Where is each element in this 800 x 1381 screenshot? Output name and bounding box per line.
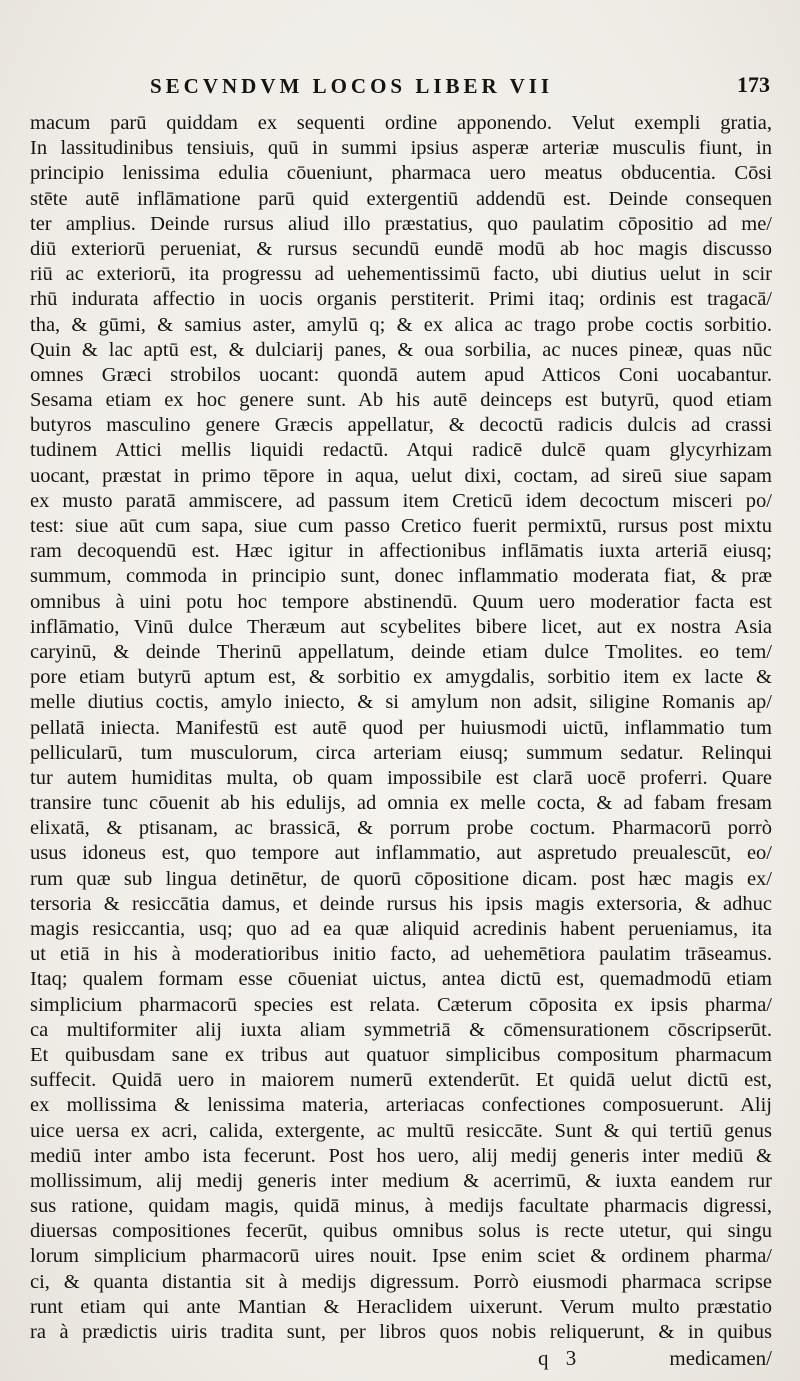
page-number: 173	[737, 72, 770, 97]
text-line: suffecit. Quidā uero in maiorem numerū extenderūt. Et quidā uelut dictū est,	[30, 1069, 772, 1092]
text-line: tur autem humiditas multa, ob quam impossibile est clarā uocē proferri. Quare	[30, 766, 772, 789]
text-line: butyros masculino genere Græcis appellatur, & decoctū radicis dulcis ad crassi	[30, 414, 772, 437]
text-line: test: siue aūt cum sapa, siue cum passo Cretico fuerit permixtū, rursus post mixtu	[30, 515, 772, 537]
text-line: ex mollissima & lenissima materia, arteriacas confectiones composuerunt. Alij	[30, 1094, 772, 1117]
text-line: In lassitudinibus tensiuis, quū in summi ipsius asperæ arteriæ musculis fiunt, in	[30, 137, 772, 160]
text-line: diuersas compositiones fecerūt, quibus omnibus solus is recte utetur, qui singu	[30, 1220, 772, 1243]
text-line: ex musto paratā ammiscere, ad passum item Creticū idem decoctum misceri po/	[30, 489, 772, 512]
catchword: medicamen/	[669, 1346, 772, 1370]
text-line: diū exteriorū perueniat, & rursus secundū eundē modū ab hoc magis discusso	[30, 237, 772, 260]
text-line: Quin & lac aptū est, & dulciarij panes, & oua sorbilia, ac nuces pineæ, quas nūc	[30, 338, 772, 361]
text-line: magis resiccantia, usq; quo ad ea quæ aliquid acredinis habent perueniamus, ita	[30, 918, 772, 940]
text-line: riū ac exteriorū, ita progressu ad uehementissimū facto, ubi diutius uelut in scir	[30, 263, 772, 286]
text-line: macum parū quiddam ex sequenti ordine apponendo. Velut exempli gratia,	[30, 112, 772, 134]
page-footer	[30, 1346, 772, 1376]
text-line: omnes Græci strobilos uocant: quondā autem apud Atticos Coni uocabantur.	[30, 363, 772, 386]
text-line: usus idoneus est, quo tempore aut inflammatio, aut aspretudo preualescūt, eo/	[30, 842, 772, 865]
text-line: Et quibusdam sane ex tribus aut quatuor simplicibus compositum pharmacum	[30, 1043, 772, 1066]
text-line: tha, & gūmi, & samius aster, amylū q; & ex alica ac trago probe coctis sorbitio.	[30, 313, 772, 336]
text-line: omnibus à uini potu hoc tempore abstinendū. Quum uero moderatior facta est	[30, 590, 772, 613]
text-line: summum, commoda in principio sunt, donec inflammatio moderata fiat, & præ	[30, 565, 772, 588]
text-line: caryinū, & deinde Therinū appellatum, deinde etiam dulce Tmolites. eo tem/	[30, 640, 772, 663]
text-line: ca multiformiter alij iuxta aliam symmetriā & cōmensurationem cōscripserūt.	[30, 1018, 772, 1041]
text-line: pellatā iniecta. Manifestū est autē quod per huiusmodi uictū, inflammatio tum	[30, 716, 772, 739]
running-title: SECVNDVM LOCOS LIBER VII	[150, 74, 554, 98]
text-line: ci, & quanta distantia sit à medijs digressum. Porrò eiusmodi pharmaca scripse	[30, 1270, 772, 1293]
text-line: stēte autē inflāmatione parū quid extergentiū addendū est. Deinde consequen	[30, 187, 772, 210]
text-line: ter amplius. Deinde rursus aliud illo præstatius, quo paulatim cōpositio ad me/	[30, 212, 772, 235]
text-line: sus ratione, quidam magis, quidā minus, à medijs facultate pharmacis digressi,	[30, 1195, 772, 1218]
text-line: transire tunc cōuenit ab his edulijs, ad omnia ex melle cocta, & ad fabam fresam	[30, 792, 772, 815]
text-line: pore etiam butyrū aptum est, & sorbitio ex amygdalis, sorbitio item ex lacte &	[30, 666, 772, 689]
body-text	[30, 111, 772, 1345]
text-line: Itaq; qualem formam esse cōueniat uictus, antea dictū est, quemadmodū etiam	[30, 968, 772, 991]
text-line: ut etiā in his à moderatioribus initio facto, ad uehemētiora paulatim trāseamus.	[30, 943, 772, 966]
text-line: rhū indurata affectio in uocis organis perstiterit. Primi itaq; ordinis est tragacā/	[30, 288, 772, 311]
text-line: rum quæ sub lingua detinētur, de quorū cōpositione dicam. post hæc magis ex/	[30, 867, 772, 890]
text-line: lorum simplicium pharmacorū uires nouit. Ipse enim sciet & ordinem pharma/	[30, 1245, 772, 1268]
text-line: principio lenissima edulia cōueniunt, pharmaca uero meatus obducentia. Cōsi	[30, 162, 772, 185]
text-line: tudinem Attici mellis liquidi redactū. Atqui radicē dulcē quam glycyrhizam	[30, 439, 772, 462]
text-line: uocant, præstat in primo tēpore in aqua, uelut dixi, coctam, ad sireū siue sapam	[30, 464, 772, 487]
text-line: pellicularū, tum musculorum, circa arteriam eiusq; summum sedatur. Relinqui	[30, 741, 772, 764]
text-line: mollissimum, alij medij generis inter medium & acerrimū, & iuxta eandem rur	[30, 1169, 772, 1192]
page-header	[110, 74, 770, 104]
text-line: inflāmatio, Vinū dulce Theræum aut scybelites bibere licet, aut ex nostra Asia	[30, 615, 772, 638]
text-line: elixatā, & ptisanam, ac brassicā, & porrum probe coctum. Pharmacorū porrò	[30, 817, 772, 840]
text-line: tersoria & resiccātia damus, et deinde rursus his ipsis magis extersoria, & adhuc	[30, 892, 772, 915]
text-line: ra à prædictis uiris tradita sunt, per libros quos nobis reliquerunt, & in quibus	[30, 1321, 772, 1343]
text-line: melle diutius coctis, amylo iniecto, & si amylum non adsit, siligine Romanis ap/	[30, 691, 772, 714]
text-line: Sesama etiam ex hoc genere sunt. Ab his autē deinceps est butyrū, quod etiam	[30, 389, 772, 412]
text-line: uice uersa ex acri, calida, extergente, ac multū resiccāte. Sunt & qui tertiū genus	[30, 1119, 772, 1142]
text-line: runt etiam qui ante Mantian & Heraclidem uixerunt. Verum multo præstatio	[30, 1295, 772, 1318]
text-line: mediū inter ambo ista fecerunt. Post hos uero, alij medij generis inter mediū &	[30, 1144, 772, 1167]
text-line: simplicium pharmacorū species est relata. Cæterum cōposita ex ipsis pharma/	[30, 993, 772, 1016]
text-line: ram decoquendū est. Hæc igitur in affectionibus inflāmatis iuxta arteriā eiusq;	[30, 540, 772, 563]
signature-mark: q 3	[538, 1346, 583, 1370]
